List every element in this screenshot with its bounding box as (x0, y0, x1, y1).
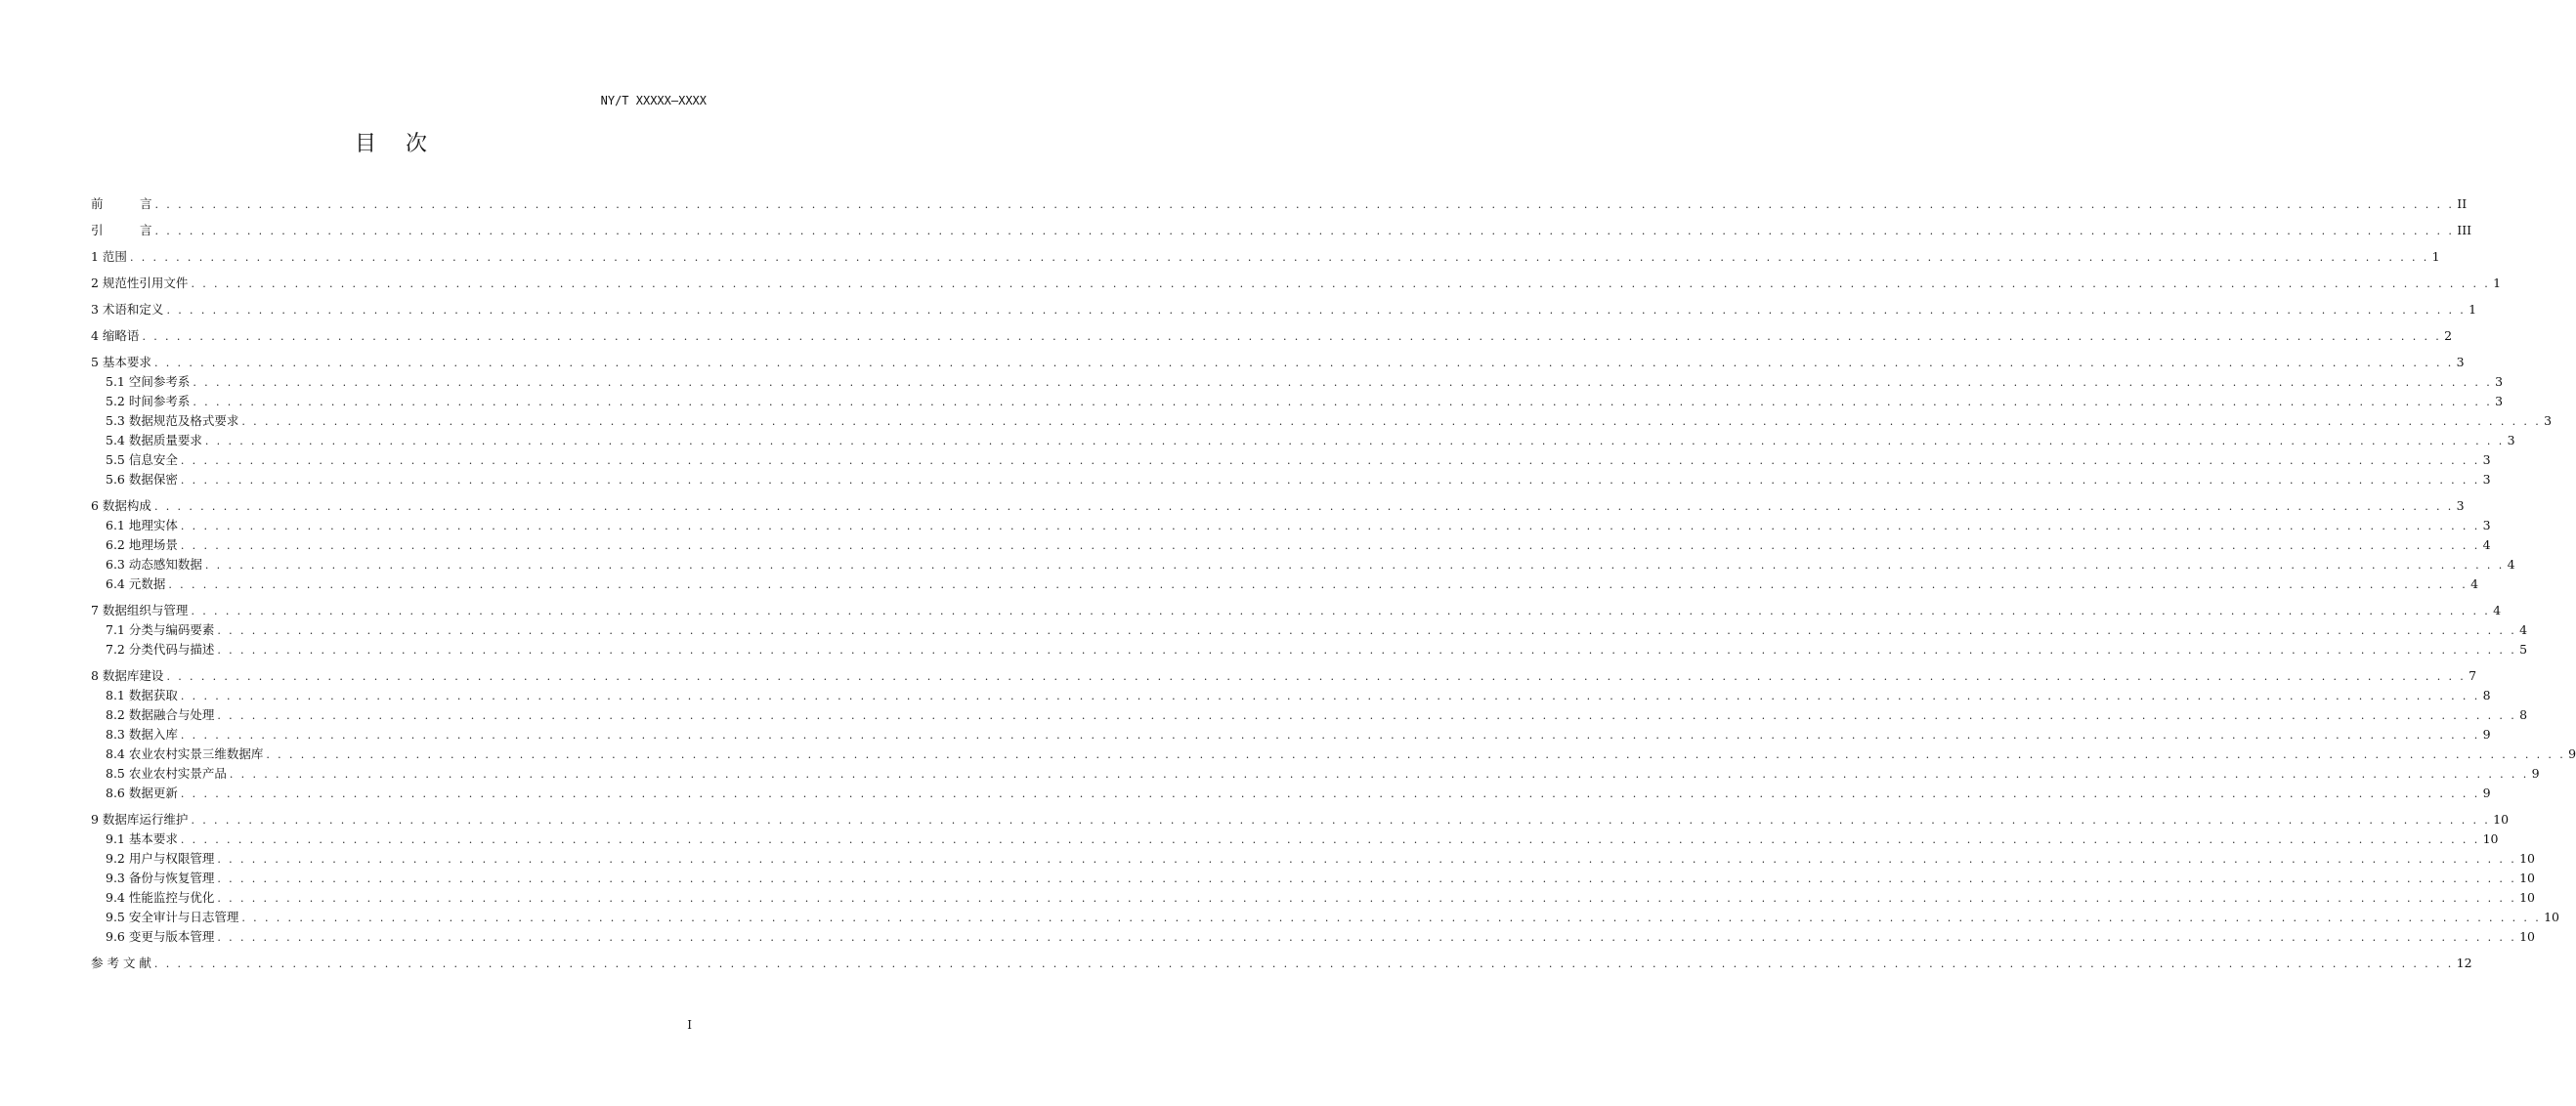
toc-entry-label: 6 数据构成 (91, 498, 151, 513)
dot-leader: . . . . . . . . . . . . . . . . . . . . . . . . . . . . . . . . . . . . . . . . . . . . . . . . . . . . . . . . . . . . . . . . . . . . . . . . . . . . . . . . . . . . . . . . . . . . . . . . . . . . . . . . . . . . . . . . . . . . . . . . . . . . . . . . . . . . . . . . . . . . . . . . . . . . . . . . . . . . . . . . . . . . . . . . . . . . . . . . . . . . . . . . . . . . . . . . . . . . . . . . (166, 304, 2467, 317)
toc-entry-page: 9 (2482, 727, 2491, 742)
toc-entry-label: 7.1 分类与编码要素 (106, 622, 215, 637)
dot-leader: . . . . . . . . . . . . . . . . . . . . . . . . . . . . . . . . . . . . . . . . . . . . . . . . . . . . . . . . . . . . . . . . . . . . . . . . . . . . . . . . . . . . . . . . . . . . . . . . . . . . . . . . . . . . . . . . . . . . . . . . . . . . . . . . . . . . . . . . . . . . . . . . . . . . . . . . . . . . . . . . . . . . . . . . . . . . . . . . . . . . . . . . . . . . . . . . . . . . . . . . (129, 251, 2429, 264)
dot-leader: . . . . . . . . . . . . . . . . . . . . . . . . . . . . . . . . . . . . . . . . . . . . . . . . . . . . . . . . . . . . . . . . . . . . . . . . . . . . . . . . . . . . . . . . . . . . . . . . . . . . . . . . . . . . . . . . . . . . . . . . . . . . . . . . . . . . . . . . . . . . . . . . . . . . . . . . . . . . . . . . . . . . . . . . . . . . . . . . . . . . . . . . . . . . . . . . . . . . . . . . (217, 872, 2517, 885)
dot-leader: . . . . . . . . . . . . . . . . . . . . . . . . . . . . . . . . . . . . . . . . . . . . . . . . . . . . . . . . . . . . . . . . . . . . . . . . . . . . . . . . . . . . . . . . . . . . . . . . . . . . . . . . . . . . . . . . . . . . . . . . . . . . . . . . . . . . . . . . . . . . . . . . . . . . . . . . . . . . . . . . . . . . . . . . . . . . . . . . . . . . . . . . . . . . . . . . . . . . . . . . (180, 833, 2480, 846)
toc-entry[interactable] (91, 666, 2477, 686)
toc-entry-page: 8 (2519, 707, 2528, 722)
toc-entry-label: 8 数据库建设 (91, 668, 164, 683)
page-title: 目次 (354, 132, 456, 156)
dot-leader: . . . . . . . . . . . . . . . . . . . . . . . . . . . . . . . . . . . . . . . . . . . . . . . . . . . . . . . . . . . . . . . . . . . . . . . . . . . . . . . . . . . . . . . . . . . . . . . . . . . . . . . . . . . . . . . . . . . . . . . . . . . . . . . . . . . . . . . . . . . . . . . . . . . . . . . . . . . . . . . . . . . . . . . . . . . . . . . . . . . . . . . . . . . . . . . . . . . . . . . . (191, 605, 2491, 617)
toc-entry[interactable] (91, 431, 2515, 450)
dot-leader: . . . . . . . . . . . . . . . . . . . . . . . . . . . . . . . . . . . . . . . . . . . . . . . . . . . . . . . . . . . . . . . . . . . . . . . . . . . . . . . . . . . . . . . . . . . . . . . . . . . . . . . . . . . . . . . . . . . . . . . . . . . . . . . . . . . . . . . . . . . . . . . . . . . . . . . . . . . . . . . . . . . . . . . . . . . . . . . . . . . . . . . . . . . . . . . . . . . . . . . . (180, 539, 2480, 552)
toc-entry-page: 1 (2431, 249, 2440, 264)
toc-entry-page: 10 (2519, 851, 2535, 866)
document-number: NY/T XXXXX—XXXX (600, 94, 707, 107)
dot-leader: . . . . . . . . . . . . . . . . . . . . . . . . . . . . . . . . . . . . . . . . . . . . . . . . . . . . . . . . . . . . . . . . . . . . . . . . . . . . . . . . . . . . . . . . . . . . . . . . . . . . . . . . . . . . . . . . . . . . . . . . . . . . . . . . . . . . . . . . . . . . . . . . . . . . . . . . . . . . . . . . . . . . . . . . . . . . . . . . . . . . . . . . . . . . . . . . . . . . . . . . (217, 624, 2517, 637)
toc-entry-label: 8.2 数据融合与处理 (106, 707, 215, 722)
toc-entry[interactable] (91, 954, 2472, 973)
toc-entry[interactable] (91, 784, 2491, 803)
toc-entry-label: 8.6 数据更新 (106, 786, 178, 800)
dot-leader: . . . . . . . . . . . . . . . . . . . . . . . . . . . . . . . . . . . . . . . . . . . . . . . . . . . . . . . . . . . . . . . . . . . . . . . . . . . . . . . . . . . . . . . . . . . . . . . . . . . . . . . . . . . . . . . . . . . . . . . . . . . . . . . . . . . . . . . . . . . . . . . . . . . . . . . . . . . . . . . . . . . . . . . . . . . . . . . . . . . . . . . . . . . . . . . . . . . . . . . . (204, 435, 2505, 447)
toc-entry[interactable] (91, 869, 2535, 888)
dot-leader: . . . . . . . . . . . . . . . . . . . . . . . . . . . . . . . . . . . . . . . . . . . . . . . . . . . . . . . . . . . . . . . . . . . . . . . . . . . . . . . . . . . . . . . . . . . . . . . . . . . . . . . . . . . . . . . . . . . . . . . . . . . . . . . . . . . . . . . . . . . . . . . . . . . . . . . . . . . . . . . . . . . . . . . . . . . . . . . . . . . . . . . . . . . . . . . . . . . . . . . . (217, 892, 2517, 905)
toc-entry-page: 4 (2507, 557, 2515, 572)
dot-leader: . . . . . . . . . . . . . . . . . . . . . . . . . . . . . . . . . . . . . . . . . . . . . . . . . . . . . . . . . . . . . . . . . . . . . . . . . . . . . . . . . . . . . . . . . . . . . . . . . . . . . . . . . . . . . . . . . . . . . . . . . . . . . . . . . . . . . . . . . . . . . . . . . . . . . . . . . . . . . . . . . . . . . . . . . . . . . . . . . . . . . . . . . . . . . . . . . . . . . . . . (193, 376, 2493, 389)
dot-leader: . . . . . . . . . . . . . . . . . . . . . . . . . . . . . . . . . . . . . . . . . . . . . . . . . . . . . . . . . . . . . . . . . . . . . . . . . . . . . . . . . . . . . . . . . . . . . . . . . . . . . . . . . . . . . . . . . . . . . . . . . . . . . . . . . . . . . . . . . . . . . . . . . . . . . . . . . . . . . . . . . . . . . . . . . . . . . . . . . . . . . . . . . . . . . . . . . . . . . . . . (217, 644, 2517, 657)
toc-entry-page: 4 (2470, 576, 2479, 591)
toc-entry-page: 3 (2482, 472, 2491, 487)
toc-entry-label: 5 基本要求 (91, 355, 151, 369)
toc-entry-page: II (2457, 196, 2468, 211)
toc-entry[interactable] (91, 392, 2504, 411)
dot-leader: . . . . . . . . . . . . . . . . . . . . . . . . . . . . . . . . . . . . . . . . . . . . . . . . . . . . . . . . . . . . . . . . . . . . . . . . . . . . . . . . . . . . . . . . . . . . . . . . . . . . . . . . . . . . . . . . . . . . . . . . . . . . . . . . . . . . . . . . . . . . . . . . . . . . . . . . . . . . . . . . . . . . . . . . . . . . . . . . . . . . . . . . . . . . . . . . . . . . . . . . (180, 729, 2480, 742)
dot-leader: . . . . . . . . . . . . . . . . . . . . . . . . . . . . . . . . . . . . . . . . . . . . . . . . . . . . . . . . . . . . . . . . . . . . . . . . . . . . . . . . . . . . . . . . . . . . . . . . . . . . . . . . . . . . . . . . . . . . . . . . . . . . . . . . . . . . . . . . . . . . . . . . . . . . . . . . . . . . . . . . . . . . . . . . . . . . . . . . . . . . . . . . . . . . . . . . . . . . . . . . (229, 768, 2529, 781)
toc-entry[interactable] (91, 849, 2535, 869)
toc-entry[interactable] (91, 535, 2491, 555)
toc-entry-label: 5.6 数据保密 (106, 472, 178, 487)
toc-entry-page: 9 (2531, 766, 2540, 781)
dot-leader: . . . . . . . . . . . . . . . . . . . . . . . . . . . . . . . . . . . . . . . . . . . . . . . . . . . . . . . . . . . . . . . . . . . . . . . . . . . . . . . . . . . . . . . . . . . . . . . . . . . . . . . . . . . . . . . . . . . . . . . . . . . . . . . . . . . . . . . . . . . . . . . . . . . . . . . . . . . . . . . . . . . . . . . . . . . . . . . . . . . . . . . . . . . . . . . . . . . . . . . . (191, 814, 2491, 827)
dot-leader: . . . . . . . . . . . . . . . . . . . . . . . . . . . . . . . . . . . . . . . . . . . . . . . . . . . . . . . . . . . . . . . . . . . . . . . . . . . . . . . . . . . . . . . . . . . . . . . . . . . . . . . . . . . . . . . . . . . . . . . . . . . . . . . . . . . . . . . . . . . . . . . . . . . . . . . . . . . . . . . . . . . . . . . . . . . . . . . . . . . . . . . . . . . . . . . . . . . . . . . . (241, 912, 2542, 924)
toc-entry[interactable] (91, 705, 2528, 725)
dot-leader: . . . . . . . . . . . . . . . . . . . . . . . . . . . . . . . . . . . . . . . . . . . . . . . . . . . . . . . . . . . . . . . . . . . . . . . . . . . . . . . . . . . . . . . . . . . . . . . . . . . . . . . . . . . . . . . . . . . . . . . . . . . . . . . . . . . . . . . . . . . . . . . . . . . . . . . . . . . . . . . . . . . . . . . . . . . . . . . . . . . . . . . . . . . . . . . . . . . . . . . . (153, 957, 2454, 970)
dot-leader: . . . . . . . . . . . . . . . . . . . . . . . . . . . . . . . . . . . . . . . . . . . . . . . . . . . . . . . . . . . . . . . . . . . . . . . . . . . . . . . . . . . . . . . . . . . . . . . . . . . . . . . . . . . . . . . . . . . . . . . . . . . . . . . . . . . . . . . . . . . . . . . . . . . . . . . . . . . . . . . . . . . . . . . . . . . . . . . . . . . . . . . . . . . . . . . . . . . . . . . . (154, 225, 2455, 237)
toc-entry[interactable] (91, 516, 2491, 535)
toc-entry[interactable] (91, 555, 2515, 574)
toc-entry[interactable] (91, 247, 2440, 267)
toc-entry-page: 4 (2493, 603, 2502, 617)
toc-entry[interactable] (91, 764, 2540, 784)
toc-entry-label: 7.2 分类代码与描述 (106, 642, 215, 657)
dot-leader: . . . . . . . . . . . . . . . . . . . . . . . . . . . . . . . . . . . . . . . . . . . . . . . . . . . . . . . . . . . . . . . . . . . . . . . . . . . . . . . . . . . . . . . . . . . . . . . . . . . . . . . . . . . . . . . . . . . . . . . . . . . . . . . . . . . . . . . . . . . . . . . . . . . . . . . . . . . . . . . . . . . . . . . . . . . . . . . . . . . . . . . . . . . . . . . . . . . . . . . . (153, 357, 2454, 369)
toc-entry[interactable] (91, 450, 2491, 470)
toc-entry-label: 6.4 元数据 (106, 576, 166, 591)
dot-leader: . . . . . . . . . . . . . . . . . . . . . . . . . . . . . . . . . . . . . . . . . . . . . . . . . . . . . . . . . . . . . . . . . . . . . . . . . . . . . . . . . . . . . . . . . . . . . . . . . . . . . . . . . . . . . . . . . . . . . . . . . . . . . . . . . . . . . . . . . . . . . . . . . . . . . . . . . . . . . . . . . . . . . . . . . . . . . . . . . . . . . . . . . . . . . . . . . . . . . . . . (180, 787, 2480, 800)
toc-entry-page: 10 (2544, 910, 2559, 924)
toc-entry-label: 前 言 (91, 196, 152, 211)
dot-leader: . . . . . . . . . . . . . . . . . . . . . . . . . . . . . . . . . . . . . . . . . . . . . . . . . . . . . . . . . . . . . . . . . . . . . . . . . . . . . . . . . . . . . . . . . . . . . . . . . . . . . . . . . . . . . . . . . . . . . . . . . . . . . . . . . . . . . . . . . . . . . . . . . . . . . . . . . . . . . . . . . . . . . . . . . . . . . . . . . . . . . . . . . . . . . . . . . . . . . . . . (204, 559, 2505, 572)
toc-entry[interactable] (91, 353, 2465, 372)
toc-entry-label: 2 规范性引用文件 (91, 276, 189, 290)
toc-entry-page: 7 (2469, 668, 2477, 683)
toc-entry-page: 12 (2456, 956, 2472, 970)
dot-leader: . . . . . . . . . . . . . . . . . . . . . . . . . . . . . . . . . . . . . . . . . . . . . . . . . . . . . . . . . . . . . . . . . . . . . . . . . . . . . . . . . . . . . . . . . . . . . . . . . . . . . . . . . . . . . . . . . . . . . . . . . . . . . . . . . . . . . . . . . . . . . . . . . . . . . . . . . . . . . . . . . . . . . . . . . . . . . . . . . . . . . . . . . . . . . . . . . . . . . . . . (142, 330, 2442, 343)
dot-leader: . . . . . . . . . . . . . . . . . . . . . . . . . . . . . . . . . . . . . . . . . . . . . . . . . . . . . . . . . . . . . . . . . . . . . . . . . . . . . . . . . . . . . . . . . . . . . . . . . . . . . . . . . . . . . . . . . . . . . . . . . . . . . . . . . . . . . . . . . . . . . . . . . . . . . . . . . . . . . . . . . . . . . . . . . . . . . . . . . . . . . . . . . . . . . . . . . . . . . . . . (180, 690, 2480, 702)
dot-leader: . . . . . . . . . . . . . . . . . . . . . . . . . . . . . . . . . . . . . . . . . . . . . . . . . . . . . . . . . . . . . . . . . . . . . . . . . . . . . . . . . . . . . . . . . . . . . . . . . . . . . . . . . . . . . . . . . . . . . . . . . . . . . . . . . . . . . . . . . . . . . . . . . . . . . . . . . . . . . . . . . . . . . . . . . . . . . . . . . . . . . . . . . . . . . . . . . . . . . . . . (154, 198, 2455, 211)
toc-entry-page: 3 (2495, 374, 2504, 389)
toc-entry[interactable] (91, 888, 2535, 908)
toc-entry-page: 3 (2495, 394, 2504, 408)
toc-entry[interactable] (91, 411, 2553, 431)
toc-entry[interactable] (91, 686, 2491, 705)
toc-entry[interactable] (91, 496, 2465, 516)
toc-entry-label: 引 言 (91, 223, 152, 237)
toc-entry-label: 8.5 农业农村实景产品 (106, 766, 227, 781)
toc-entry-page: 8 (2482, 688, 2491, 702)
dot-leader: . . . . . . . . . . . . . . . . . . . . . . . . . . . . . . . . . . . . . . . . . . . . . . . . . . . . . . . . . . . . . . . . . . . . . . . . . . . . . . . . . . . . . . . . . . . . . . . . . . . . . . . . . . . . . . . . . . . . . . . . . . . . . . . . . . . . . . . . . . . . . . . . . . . . . . . . . . . . . . . . . . . . . . . . . . . . . . . . . . . . . . . . . . . . . . . . . . . . . . . . (168, 578, 2469, 591)
toc-entry-page: 3 (2507, 433, 2515, 447)
toc-entry-page: 3 (2482, 452, 2491, 467)
toc-entry-page: 4 (2482, 537, 2491, 552)
dot-leader: . . . . . . . . . . . . . . . . . . . . . . . . . . . . . . . . . . . . . . . . . . . . . . . . . . . . . . . . . . . . . . . . . . . . . . . . . . . . . . . . . . . . . . . . . . . . . . . . . . . . . . . . . . . . . . . . . . . . . . . . . . . . . . . . . . . . . . . . . . . . . . . . . . . . . . . . . . . . . . . . . . . . . . . . . . . . . . . . . . . . . . . . . . . . . . . . . . . . . . . . (217, 853, 2517, 866)
toc-entry-label: 9.3 备份与恢复管理 (106, 871, 215, 885)
toc-entry[interactable] (91, 830, 2499, 849)
toc-entry-page: 2 (2444, 328, 2453, 343)
toc-entry-page: 5 (2519, 642, 2528, 657)
toc-entry-label: 6.1 地理实体 (106, 518, 178, 532)
toc-entry[interactable] (91, 810, 2510, 830)
toc-entry-page: 1 (2469, 302, 2477, 317)
dot-leader: . . . . . . . . . . . . . . . . . . . . . . . . . . . . . . . . . . . . . . . . . . . . . . . . . . . . . . . . . . . . . . . . . . . . . . . . . . . . . . . . . . . . . . . . . . . . . . . . . . . . . . . . . . . . . . . . . . . . . . . . . . . . . . . . . . . . . . . . . . . . . . . . . . . . . . . . . . . . . . . . . . . . . . . . . . . . . . . . . . . . . . . . . . . . . . . . . . . . . . . . (193, 396, 2493, 408)
toc-entry-page: III (2457, 223, 2472, 237)
dot-leader: . . . . . . . . . . . . . . . . . . . . . . . . . . . . . . . . . . . . . . . . . . . . . . . . . . . . . . . . . . . . . . . . . . . . . . . . . . . . . . . . . . . . . . . . . . . . . . . . . . . . . . . . . . . . . . . . . . . . . . . . . . . . . . . . . . . . . . . . . . . . . . . . . . . . . . . . . . . . . . . . . . . . . . . . . . . . . . . . . . . . . . . . . . . . . . . . . . . . . . . . (266, 748, 2566, 761)
dot-leader: . . . . . . . . . . . . . . . . . . . . . . . . . . . . . . . . . . . . . . . . . . . . . . . . . . . . . . . . . . . . . . . . . . . . . . . . . . . . . . . . . . . . . . . . . . . . . . . . . . . . . . . . . . . . . . . . . . . . . . . . . . . . . . . . . . . . . . . . . . . . . . . . . . . . . . . . . . . . . . . . . . . . . . . . . . . . . . . . . . . . . . . . . . . . . . . . . . . . . . . . (241, 415, 2542, 428)
toc-entry[interactable] (91, 372, 2504, 392)
toc-entry-label: 8.3 数据入库 (106, 727, 178, 742)
toc-entry[interactable] (91, 725, 2491, 744)
toc-entry-label: 9.5 安全审计与日志管理 (106, 910, 239, 924)
toc-entry[interactable] (91, 640, 2528, 659)
toc-entry[interactable] (91, 620, 2528, 640)
dot-leader: . . . . . . . . . . . . . . . . . . . . . . . . . . . . . . . . . . . . . . . . . . . . . . . . . . . . . . . . . . . . . . . . . . . . . . . . . . . . . . . . . . . . . . . . . . . . . . . . . . . . . . . . . . . . . . . . . . . . . . . . . . . . . . . . . . . . . . . . . . . . . . . . . . . . . . . . . . . . . . . . . . . . . . . . . . . . . . . . . . . . . . . . . . . . . . . . . . . . . . . . (180, 454, 2480, 467)
toc-entry-page: 10 (2519, 929, 2535, 944)
toc-entry[interactable] (91, 744, 2576, 764)
toc-entry-page: 1 (2493, 276, 2502, 290)
toc-entry-page: 10 (2519, 871, 2535, 885)
toc-entry-label: 5.5 信息安全 (106, 452, 178, 467)
toc-entry[interactable] (91, 574, 2479, 594)
toc-entry-label: 6.3 动态感知数据 (106, 557, 202, 572)
toc-entry[interactable] (91, 274, 2502, 293)
dot-leader: . . . . . . . . . . . . . . . . . . . . . . . . . . . . . . . . . . . . . . . . . . . . . . . . . . . . . . . . . . . . . . . . . . . . . . . . . . . . . . . . . . . . . . . . . . . . . . . . . . . . . . . . . . . . . . . . . . . . . . . . . . . . . . . . . . . . . . . . . . . . . . . . . . . . . . . . . . . . . . . . . . . . . . . . . . . . . . . . . . . . . . . . . . . . . . . . . . . . . . . . (217, 709, 2517, 722)
dot-leader: . . . . . . . . . . . . . . . . . . . . . . . . . . . . . . . . . . . . . . . . . . . . . . . . . . . . . . . . . . . . . . . . . . . . . . . . . . . . . . . . . . . . . . . . . . . . . . . . . . . . . . . . . . . . . . . . . . . . . . . . . . . . . . . . . . . . . . . . . . . . . . . . . . . . . . . . . . . . . . . . . . . . . . . . . . . . . . . . . . . . . . . . . . . . . . . . . . . . . . . . (191, 277, 2491, 290)
toc-entry-page: 3 (2456, 498, 2465, 513)
toc-entry-page: 10 (2482, 831, 2499, 846)
table-of-contents (91, 194, 2576, 973)
toc-entry-label: 8.1 数据获取 (106, 688, 178, 702)
toc-entry[interactable] (91, 221, 2472, 240)
dot-leader: . . . . . . . . . . . . . . . . . . . . . . . . . . . . . . . . . . . . . . . . . . . . . . . . . . . . . . . . . . . . . . . . . . . . . . . . . . . . . . . . . . . . . . . . . . . . . . . . . . . . . . . . . . . . . . . . . . . . . . . . . . . . . . . . . . . . . . . . . . . . . . . . . . . . . . . . . . . . . . . . . . . . . . . . . . . . . . . . . . . . . . . . . . . . . . . . . . . . . . . . (180, 474, 2480, 487)
dot-leader: . . . . . . . . . . . . . . . . . . . . . . . . . . . . . . . . . . . . . . . . . . . . . . . . . . . . . . . . . . . . . . . . . . . . . . . . . . . . . . . . . . . . . . . . . . . . . . . . . . . . . . . . . . . . . . . . . . . . . . . . . . . . . . . . . . . . . . . . . . . . . . . . . . . . . . . . . . . . . . . . . . . . . . . . . . . . . . . . . . . . . . . . . . . . . . . . . . . . . . . . (180, 520, 2480, 532)
toc-entry[interactable] (91, 927, 2535, 947)
toc-entry[interactable] (91, 470, 2491, 489)
toc-entry-label: 9.4 性能监控与优化 (106, 890, 215, 905)
page-number: I (687, 1018, 692, 1032)
toc-entry[interactable] (91, 601, 2502, 620)
toc-entry-label: 4 缩略语 (91, 328, 140, 343)
toc-entry[interactable] (91, 194, 2468, 214)
toc-entry-label: 8.4 农业农村实景三维数据库 (106, 746, 264, 761)
toc-entry[interactable] (91, 326, 2453, 346)
toc-entry-label: 参 考 文 献 (91, 956, 151, 970)
toc-entry-label: 9 数据库运行维护 (91, 812, 189, 827)
toc-entry-label: 9.6 变更与版本管理 (106, 929, 215, 944)
toc-entry-page: 3 (2544, 413, 2553, 428)
dot-leader: . . . . . . . . . . . . . . . . . . . . . . . . . . . . . . . . . . . . . . . . . . . . . . . . . . . . . . . . . . . . . . . . . . . . . . . . . . . . . . . . . . . . . . . . . . . . . . . . . . . . . . . . . . . . . . . . . . . . . . . . . . . . . . . . . . . . . . . . . . . . . . . . . . . . . . . . . . . . . . . . . . . . . . . . . . . . . . . . . . . . . . . . . . . . . . . . . . . . . . . . (166, 670, 2467, 683)
dot-leader: . . . . . . . . . . . . . . . . . . . . . . . . . . . . . . . . . . . . . . . . . . . . . . . . . . . . . . . . . . . . . . . . . . . . . . . . . . . . . . . . . . . . . . . . . . . . . . . . . . . . . . . . . . . . . . . . . . . . . . . . . . . . . . . . . . . . . . . . . . . . . . . . . . . . . . . . . . . . . . . . . . . . . . . . . . . . . . . . . . . . . . . . . . . . . . . . . . . . . . . . (217, 931, 2517, 944)
toc-entry-label: 9.2 用户与权限管理 (106, 851, 215, 866)
dot-leader: . . . . . . . . . . . . . . . . . . . . . . . . . . . . . . . . . . . . . . . . . . . . . . . . . . . . . . . . . . . . . . . . . . . . . . . . . . . . . . . . . . . . . . . . . . . . . . . . . . . . . . . . . . . . . . . . . . . . . . . . . . . . . . . . . . . . . . . . . . . . . . . . . . . . . . . . . . . . . . . . . . . . . . . . . . . . . . . . . . . . . . . . . . . . . . . . . . . . . . . . (153, 500, 2454, 513)
toc-entry-label: 6.2 地理场景 (106, 537, 178, 552)
toc-entry[interactable] (91, 300, 2477, 319)
toc-entry-page: 10 (2493, 812, 2510, 827)
toc-entry-label: 5.2 时间参考系 (106, 394, 191, 408)
toc-entry-page: 4 (2519, 622, 2528, 637)
toc-entry-page: 10 (2519, 890, 2535, 905)
toc-entry-label: 5.3 数据规范及格式要求 (106, 413, 239, 428)
toc-entry[interactable] (91, 908, 2559, 927)
toc-entry-label: 5.4 数据质量要求 (106, 433, 202, 447)
toc-entry-page: 9 (2482, 786, 2491, 800)
toc-entry-label: 7 数据组织与管理 (91, 603, 189, 617)
toc-entry-label: 1 范围 (91, 249, 127, 264)
toc-entry-page: 3 (2456, 355, 2465, 369)
toc-entry-label: 3 术语和定义 (91, 302, 164, 317)
toc-entry-label: 5.1 空间参考系 (106, 374, 191, 389)
toc-entry-page: 3 (2482, 518, 2491, 532)
toc-entry-label: 9.1 基本要求 (106, 831, 178, 846)
toc-entry-page: 9 (2568, 746, 2576, 761)
